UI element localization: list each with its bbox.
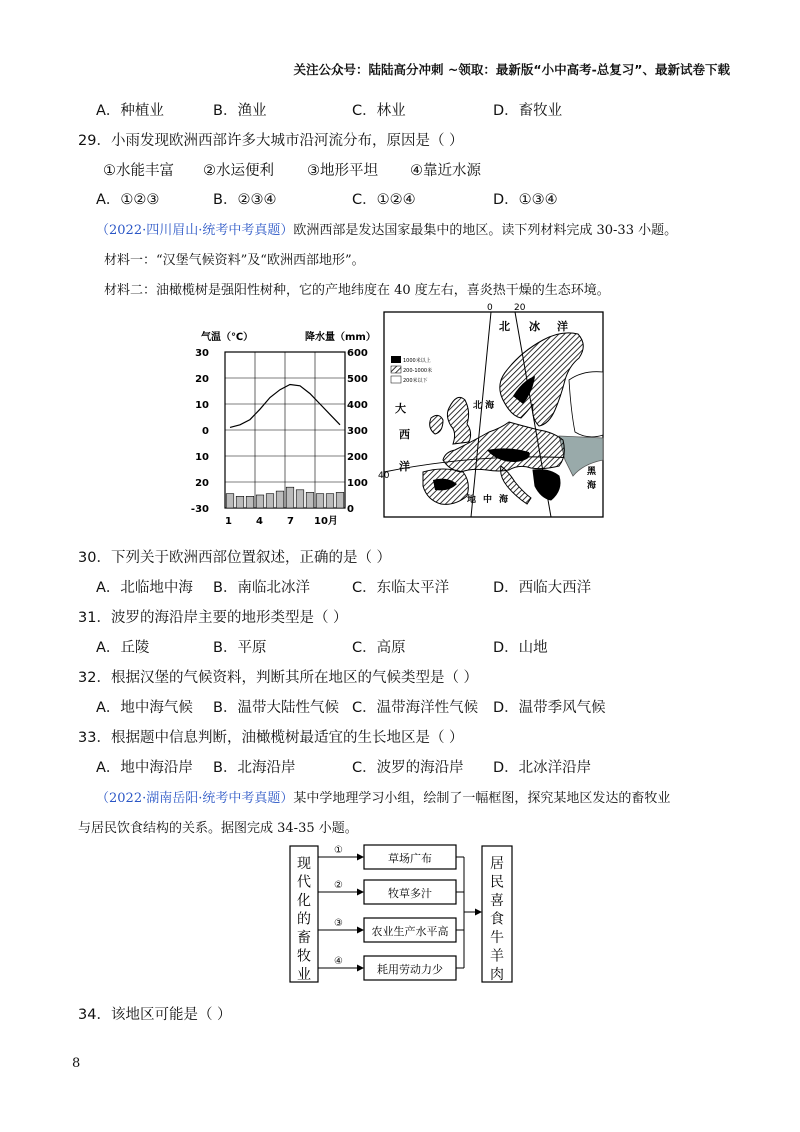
- q32-option-a: A．地中海气候: [96, 700, 193, 716]
- right-label-char: 羊: [490, 948, 504, 965]
- precip-bar-9: [306, 492, 314, 508]
- label-north-sea: 北 海: [473, 401, 495, 411]
- legend-label-mid: 200-1000米: [403, 368, 433, 374]
- flow-num-3: ③: [334, 918, 343, 929]
- flow-box-4-label: 耗用劳动力少: [377, 963, 443, 976]
- precip-tick-400: 400: [347, 400, 368, 411]
- label-zhong: 中: [483, 495, 493, 505]
- q28-option-c: C．林业: [352, 103, 406, 119]
- q28-option-d: D．畜牧业: [493, 103, 563, 119]
- q29-item-3: ③地形平坦: [307, 163, 378, 179]
- q33-option-b: B．北海沿岸: [213, 760, 296, 776]
- right-label-char: 居: [490, 856, 504, 872]
- q28-option-b: B．渔业: [213, 103, 267, 119]
- precip-tick-0: 0: [347, 504, 354, 515]
- legend-label-low: 200米以下: [403, 378, 428, 384]
- temp-tick-neg10: 10: [195, 452, 209, 463]
- q29-stem: 29．小雨发现欧洲西部许多大城市沿河流分布，原因是（ ）: [78, 133, 464, 149]
- legend-swatch-high: [391, 356, 401, 363]
- left-label-char: 的: [297, 911, 311, 928]
- q32-option-c: C．温带海洋性气候: [352, 700, 479, 716]
- flow-box-1-label: 草场广布: [388, 852, 432, 865]
- intro2-line-2: 与居民饮食结构的关系。据图完成 34-35 小题。: [78, 821, 358, 836]
- intro2-source: （2022·湖南岳阳·统考中考真题）: [96, 791, 294, 806]
- precip-tick-100: 100: [347, 478, 368, 489]
- lon-label-20: 20: [514, 303, 526, 313]
- precip-bar-7: [286, 487, 294, 508]
- precip-bar-3: [246, 496, 254, 508]
- label-black-sea-2: 海: [587, 481, 597, 491]
- right-label-char: 食: [490, 911, 504, 928]
- temp-tick-0: 0: [202, 426, 209, 437]
- q33-option-d: D．北冰洋沿岸: [493, 760, 592, 776]
- label-north: 北: [499, 320, 510, 333]
- q32-option-d: D．温带季风气候: [493, 700, 606, 716]
- precip-bar-8: [296, 490, 304, 508]
- flow-num-2: ②: [334, 880, 343, 891]
- material-1: 材料一：“汉堡气候资料”及“欧洲西部地形”。: [104, 253, 365, 268]
- precip-axis-title: 降水量（mm）: [305, 332, 376, 343]
- q31-option-b: B．平原: [213, 640, 267, 656]
- q32-stem: 32．根据汉堡的气候资料，判断其所在地区的气候类型是（ ）: [78, 670, 479, 686]
- q30-option-c: C．东临太平洋: [352, 580, 450, 596]
- lat-label-40: 40: [378, 471, 390, 481]
- flow-box-2-label: 牧草多汁: [388, 887, 432, 900]
- precip-tick-500: 500: [347, 374, 368, 385]
- q29-item-1: ①水能丰富: [103, 163, 174, 179]
- precip-bar-10: [316, 494, 324, 508]
- intro1-source: （2022·四川眉山·统考中考真题）: [96, 223, 294, 238]
- temp-tick-20: 20: [195, 374, 209, 385]
- precip-tick-600: 600: [347, 348, 368, 359]
- q34-stem: 34．该地区可能是（ ）: [78, 1007, 232, 1023]
- flow-num-4: ④: [334, 956, 343, 967]
- q29-item-2: ②水运便利: [203, 163, 274, 179]
- map-legend: [391, 356, 432, 384]
- flow-box-3-label: 农业生产水平高: [371, 925, 449, 938]
- q29-option-a: A．①②③: [96, 192, 160, 208]
- left-label-char: 业: [297, 967, 311, 983]
- label-hai: 海: [499, 495, 509, 505]
- label-ice: 冰: [529, 320, 540, 333]
- precip-tick-300: 300: [347, 426, 368, 437]
- lon-label-0: 0: [487, 303, 493, 313]
- precip-bar-4: [256, 495, 264, 508]
- temp-axis-title: 气温（℃）: [201, 332, 254, 343]
- material-2: 材料二：油橄榄树是强阳性树种，它的产地纬度在 40 度左右，喜炎热干燥的生态环境。: [104, 283, 610, 298]
- label-di: 地: [467, 495, 477, 505]
- temp-tick-30: 30: [195, 348, 209, 359]
- q28-option-a: A．种植业: [96, 103, 164, 119]
- chart-grid: [225, 352, 345, 508]
- right-box-label: [490, 856, 504, 983]
- intro1-text: 欧洲西部是发达国家最集中的地区。读下列材料完成 30-33 小题。: [293, 223, 678, 238]
- precip-bar-5: [266, 494, 274, 508]
- western-europe-map: [378, 300, 605, 518]
- q31-option-a: A．丘陵: [96, 640, 150, 656]
- q29-option-b: B．②③④: [213, 192, 277, 208]
- month-tick-1: 1: [225, 516, 232, 527]
- left-label-char: 牧: [297, 948, 311, 965]
- left-label-char: 代: [297, 874, 311, 891]
- label-ocean: 洋: [557, 320, 568, 333]
- q33-option-a: A．地中海沿岸: [96, 760, 193, 776]
- label-yang: 洋: [399, 460, 410, 473]
- precip-bar-6: [276, 491, 284, 508]
- flow-num-1: ①: [334, 845, 343, 856]
- page-number: 8: [72, 1056, 81, 1071]
- intro2-text: 某中学地理学习小组，绘制了一幅框图，探究某地区发达的畜牧业: [293, 791, 671, 806]
- q29-item-4: ④靠近水源: [410, 163, 481, 179]
- q29-option-d: D．①③④: [493, 192, 558, 208]
- label-xi: 西: [399, 428, 410, 441]
- precip-bar-11: [326, 494, 334, 508]
- q30-option-d: D．西临大西洋: [493, 580, 592, 596]
- temp-tick-neg20: 20: [195, 478, 209, 489]
- legend-swatch-mid: [391, 366, 401, 373]
- month-tick-10: 10月: [314, 516, 338, 527]
- q31-option-d: D．山地: [493, 640, 548, 656]
- q30-option-b: B．南临北冰洋: [213, 580, 310, 596]
- q31-stem: 31．波罗的海沿岸主要的地形类型是（ ）: [78, 610, 348, 626]
- left-label-char: 化: [297, 893, 311, 909]
- label-da: 大: [395, 402, 406, 415]
- finland: [569, 372, 603, 437]
- left-label-char: 现: [297, 856, 311, 872]
- right-label-char: 牛: [490, 930, 504, 946]
- month-tick-4: 4: [256, 516, 263, 527]
- q30-option-a: A．北临地中海: [96, 580, 193, 596]
- intro2-line-1: [96, 787, 670, 806]
- precip-tick-200: 200: [347, 452, 368, 463]
- right-label-char: 民: [490, 874, 504, 891]
- q33-option-c: C．波罗的海沿岸: [352, 760, 464, 776]
- hamburg-climate-chart: [190, 328, 380, 528]
- left-box-label: [297, 856, 311, 983]
- left-label-char: 畜: [297, 930, 311, 946]
- livestock-flow-diagram: [284, 838, 534, 988]
- legend-label-high: 1000米以上: [403, 358, 431, 364]
- q30-stem: 30．下列关于欧洲西部位置叙述，正确的是（ ）: [78, 550, 392, 566]
- q32-option-b: B．温带大陆性气候: [213, 700, 339, 716]
- right-label-char: 喜: [490, 893, 504, 909]
- precip-bar-12: [336, 492, 344, 508]
- right-label-char: 肉: [490, 967, 504, 983]
- q31-option-c: C．高原: [352, 640, 406, 656]
- precip-bar-1: [226, 494, 234, 508]
- temp-tick-10: 10: [195, 400, 209, 411]
- intro1-line: [96, 219, 677, 238]
- q29-option-c: C．①②④: [352, 192, 416, 208]
- label-black-sea-1: 黑: [587, 467, 597, 477]
- temp-tick-neg30: -30: [190, 504, 209, 515]
- page-header: 关注公众号：陆陆高分冲刺 ~领取：最新版“小中高考-总复习”、最新试卷下载: [293, 62, 730, 77]
- month-tick-7: 7: [287, 516, 294, 527]
- precip-bar-2: [236, 496, 244, 508]
- q33-stem: 33．根据题中信息判断，油橄榄树最适宜的生长地区是（ ）: [78, 730, 464, 746]
- legend-swatch-low: [391, 376, 401, 383]
